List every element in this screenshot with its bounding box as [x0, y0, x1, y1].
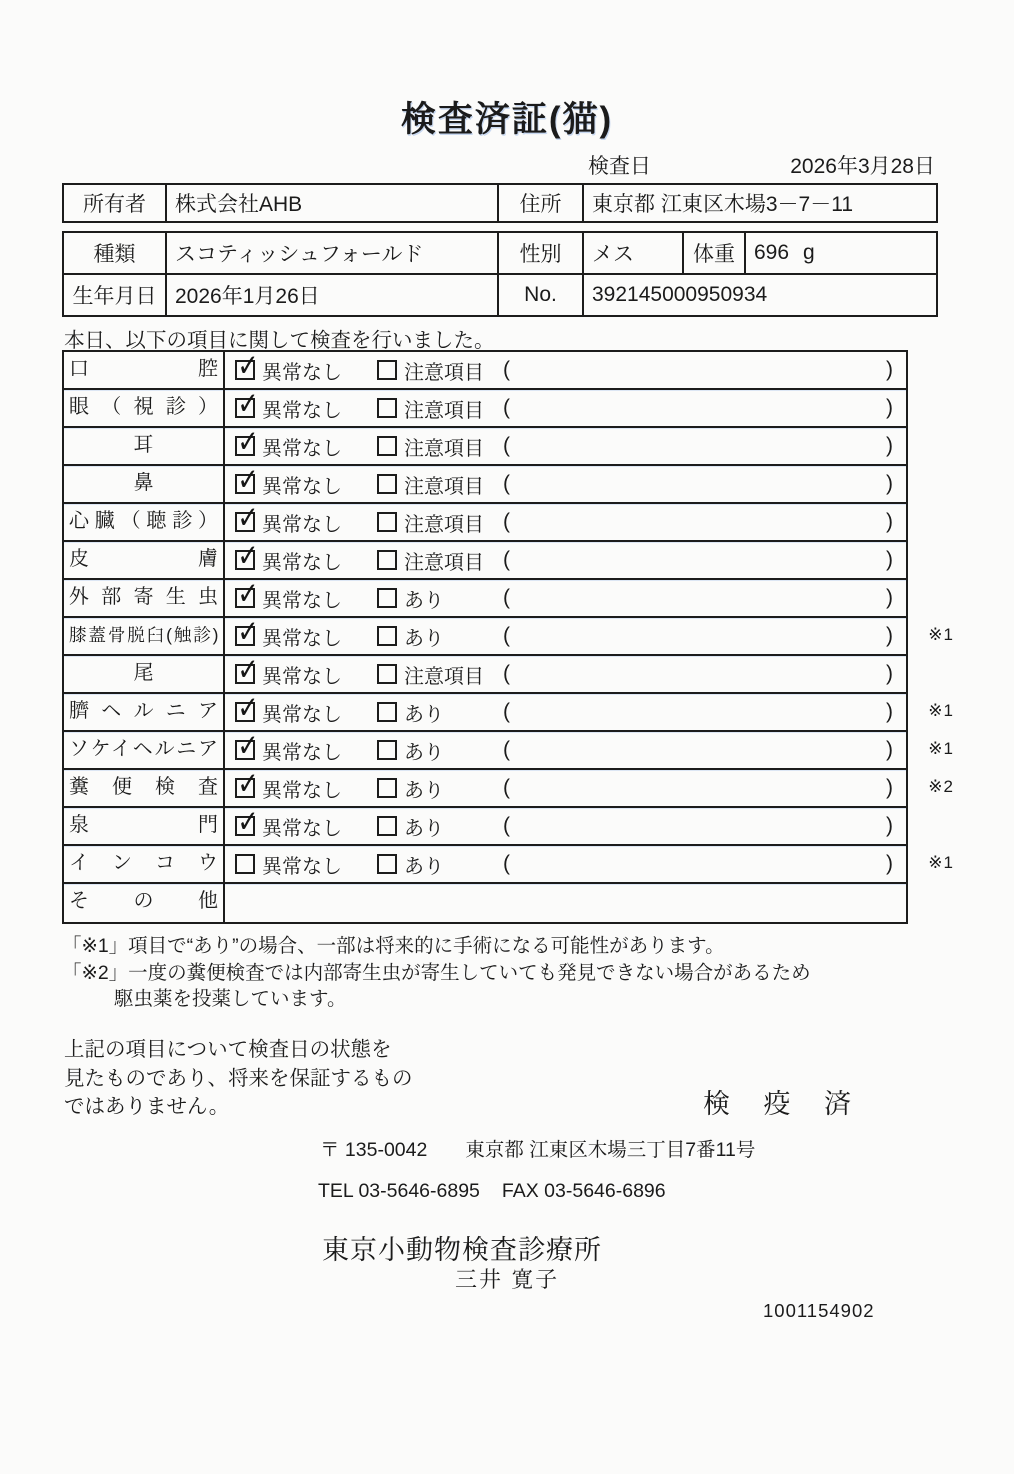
remark-paren-area — [503, 390, 893, 426]
paren-close: ) — [886, 738, 893, 761]
remark-paren-area — [503, 656, 893, 692]
alt-checkbox-label: 注意項目 — [404, 665, 484, 688]
number-label: No. — [498, 274, 583, 316]
alt-checkbox-label: 注意項目 — [404, 437, 484, 460]
alt-check-group — [377, 812, 444, 841]
paren-close: ) — [886, 624, 893, 647]
alt-checkbox — [377, 854, 397, 874]
alt-checkbox-label: あり — [404, 589, 444, 612]
exam-item-label: 口腔 — [64, 352, 225, 388]
birthdate-value: 2026年1月26日 — [166, 274, 498, 316]
remark-paren-area — [503, 732, 893, 768]
exam-item-label: 鼻 — [64, 466, 225, 502]
alt-checkbox — [377, 360, 397, 380]
alt-checkbox — [377, 816, 397, 836]
alt-checkbox — [377, 398, 397, 418]
inspection-date-value: 2026年3月28日 — [790, 155, 935, 178]
exam-row-content — [225, 656, 906, 692]
footnote-2-line1: 「※2」一度の糞便検査では内部寄生虫が寄生していても発見できない場合があるため — [62, 962, 811, 984]
ok-check-group — [235, 584, 377, 613]
paren-close: ) — [886, 776, 893, 799]
ok-checkbox — [235, 778, 255, 798]
alt-checkbox-label: あり — [404, 779, 444, 802]
ok-check-group — [235, 774, 377, 803]
exam-row-content — [225, 352, 906, 388]
exam-item-label: 皮膚 — [64, 542, 225, 578]
sex-label: 性別 — [498, 232, 583, 274]
exam-row — [64, 732, 954, 770]
exam-item-label: 眼（視診） — [64, 390, 225, 426]
paren-close: ) — [886, 700, 893, 723]
reference-mark: ※1 — [928, 701, 954, 720]
exam-row — [64, 428, 906, 466]
ok-checkbox — [235, 512, 255, 532]
exam-row-content — [225, 884, 906, 922]
alt-checkbox-label: あり — [404, 817, 444, 840]
paren-close: ) — [886, 662, 893, 685]
exam-item-label: 尾 — [64, 656, 225, 692]
ok-checkbox-label: 異常なし — [262, 741, 342, 764]
address-value: 東京都 江東区木場3－7－11 — [583, 184, 937, 222]
disclaimer-text — [64, 1036, 413, 1122]
ok-checkbox-label: 異常なし — [262, 551, 342, 574]
ok-checkbox — [235, 816, 255, 836]
inspection-date-label: 検査日 — [588, 155, 651, 178]
remark-paren-area — [503, 352, 893, 388]
clinic-postal-line — [320, 1134, 755, 1162]
alt-checkbox — [377, 436, 397, 456]
owner-label: 所有者 — [63, 184, 166, 222]
sex-value: メス — [583, 232, 683, 274]
exam-item-label: ソケイヘルニア — [64, 732, 225, 768]
paren-open: ( — [503, 586, 510, 609]
exam-row — [64, 618, 954, 656]
reference-mark: ※2 — [928, 777, 954, 796]
ok-check-group — [235, 508, 377, 537]
document-serial-number: 1001154902 — [763, 1300, 875, 1321]
ok-check-group — [235, 546, 377, 575]
exam-item-label: インコウ — [64, 846, 225, 882]
ok-checkbox-label: 異常なし — [262, 779, 342, 802]
footnote-2-line2: 駆虫薬を投薬しています。 — [114, 988, 347, 1010]
paren-close: ) — [886, 510, 893, 533]
alt-checkbox — [377, 740, 397, 760]
exam-item-label: 外部寄生虫 — [64, 580, 225, 616]
alt-check-group — [377, 698, 444, 727]
breed-value: スコティッシュフォールド — [166, 232, 498, 274]
alt-checkbox — [377, 550, 397, 570]
alt-checkbox — [377, 778, 397, 798]
alt-checkbox — [377, 702, 397, 722]
remark-paren-area — [503, 428, 893, 464]
ok-check-group — [235, 432, 377, 461]
exam-row — [64, 808, 906, 846]
paren-open: ( — [503, 472, 510, 495]
paren-open: ( — [503, 510, 510, 533]
exam-row-content — [225, 390, 906, 426]
ok-checkbox-label: 異常なし — [262, 361, 342, 384]
ok-check-group — [235, 850, 377, 879]
disclaimer-line1: 上記の項目について検査日の状態を — [64, 1038, 392, 1061]
paren-open: ( — [503, 662, 510, 685]
exam-row — [64, 656, 906, 694]
paren-close: ) — [886, 586, 893, 609]
owner-table — [62, 183, 938, 223]
ok-checkbox-label: 異常なし — [262, 855, 342, 878]
clinic-tel-line — [318, 1180, 666, 1203]
remark-paren-area — [503, 808, 893, 844]
paren-open: ( — [503, 776, 510, 799]
alt-check-group — [377, 394, 484, 423]
exam-row — [64, 352, 906, 390]
ok-checkbox — [235, 588, 255, 608]
alt-check-group — [377, 622, 444, 651]
remark-paren-area — [503, 618, 893, 654]
exam-item-label: 泉門 — [64, 808, 225, 844]
remark-paren-area — [503, 846, 893, 882]
ok-checkbox-label: 異常なし — [262, 703, 342, 726]
weight-number: 696 — [754, 241, 790, 264]
exam-row — [64, 504, 906, 542]
ok-checkbox-label: 異常なし — [262, 513, 342, 536]
paren-open: ( — [503, 738, 510, 761]
page-title: 検査済証(猫) — [400, 100, 614, 139]
exam-row-content — [225, 732, 906, 768]
ok-check-group — [235, 660, 377, 689]
owner-value: 株式会社AHB — [166, 184, 498, 222]
paren-open: ( — [503, 548, 510, 571]
ok-checkbox-label: 異常なし — [262, 627, 342, 650]
exam-item-label: 臍ヘルニア — [64, 694, 225, 730]
alt-checkbox-label: 注意項目 — [404, 513, 484, 536]
intro-text: 本日、以下の項目に関して検査を行いました。 — [64, 329, 495, 352]
alt-checkbox-label: あり — [404, 703, 444, 726]
alt-check-group — [377, 774, 444, 803]
clinic-address: 東京都 江東区木場三丁目7番11号 — [465, 1139, 756, 1161]
birthdate-label: 生年月日 — [63, 274, 166, 316]
birth-row — [63, 274, 937, 316]
remark-paren-area — [503, 542, 893, 578]
paren-open: ( — [503, 358, 510, 381]
ok-checkbox-label: 異常なし — [262, 437, 342, 460]
alt-check-group — [377, 850, 444, 879]
paren-close: ) — [886, 852, 893, 875]
exam-item-label: 膝蓋骨脱臼(触診) — [64, 618, 225, 654]
exam-row-content — [225, 542, 906, 578]
paren-close: ) — [886, 814, 893, 837]
alt-checkbox-label: 注意項目 — [404, 361, 484, 384]
weight-unit: g — [803, 241, 815, 264]
ok-checkbox — [235, 626, 255, 646]
exam-row-content — [225, 770, 906, 806]
paren-close: ) — [886, 434, 893, 457]
veterinarian-name: 三井 寛子 — [455, 1267, 560, 1292]
exam-item-label: 糞便検査 — [64, 770, 225, 806]
exam-row-content — [225, 694, 906, 730]
ok-check-group — [235, 356, 377, 385]
paren-open: ( — [503, 624, 510, 647]
ok-check-group — [235, 812, 377, 841]
ok-checkbox-label: 異常なし — [262, 665, 342, 688]
ok-check-group — [235, 736, 377, 765]
exam-row — [64, 466, 906, 504]
alt-checkbox-label: あり — [404, 741, 444, 764]
alt-checkbox-label: 注意項目 — [404, 551, 484, 574]
paren-open: ( — [503, 852, 510, 875]
exam-row — [64, 542, 906, 580]
paren-close: ) — [886, 472, 893, 495]
alt-checkbox — [377, 588, 397, 608]
alt-check-group — [377, 508, 484, 537]
reference-mark: ※1 — [928, 625, 954, 644]
paren-close: ) — [886, 358, 893, 381]
exam-row — [64, 846, 954, 884]
ok-check-group — [235, 622, 377, 651]
remark-paren-area — [503, 770, 893, 806]
exam-row-content — [225, 428, 906, 464]
paren-close: ) — [886, 548, 893, 571]
paren-open: ( — [503, 396, 510, 419]
owner-row — [63, 184, 937, 222]
remark-paren-area — [503, 504, 893, 540]
inspection-date-line — [588, 150, 935, 180]
alt-check-group — [377, 356, 484, 385]
ok-checkbox — [235, 664, 255, 684]
alt-check-group — [377, 470, 484, 499]
alt-checkbox — [377, 626, 397, 646]
ok-checkbox — [235, 436, 255, 456]
address-label: 住所 — [498, 184, 583, 222]
alt-checkbox-label: あり — [404, 855, 444, 878]
clinic-tel: TEL 03-5646-6895 — [318, 1180, 480, 1202]
exam-row-content — [225, 580, 906, 616]
animal-info-table — [62, 231, 938, 317]
paren-open: ( — [503, 434, 510, 457]
quarantine-stamp: 検 疫 済 — [703, 1089, 865, 1119]
ok-checkbox — [235, 360, 255, 380]
ok-checkbox — [235, 740, 255, 760]
alt-checkbox — [377, 664, 397, 684]
exam-table — [62, 350, 954, 924]
exam-row-content — [225, 504, 906, 540]
remark-paren-area — [503, 580, 893, 616]
alt-checkbox-label: あり — [404, 627, 444, 650]
exam-row — [64, 580, 906, 618]
ok-checkbox — [235, 854, 255, 874]
ok-check-group — [235, 470, 377, 499]
exam-row — [64, 770, 954, 808]
ok-checkbox — [235, 550, 255, 570]
disclaimer-line3: ではありません。 — [64, 1095, 230, 1118]
exam-row-content — [225, 466, 906, 502]
exam-row-content — [225, 618, 906, 654]
disclaimer-line2: 見たものであり、将来を保証するもの — [64, 1066, 413, 1090]
alt-checkbox — [377, 474, 397, 494]
paren-open: ( — [503, 814, 510, 837]
ok-check-group — [235, 394, 377, 423]
clinic-fax: FAX 03-5646-6896 — [501, 1180, 666, 1202]
clinic-name: 東京小動物検査診療所 — [322, 1235, 602, 1265]
alt-check-group — [377, 546, 484, 575]
exam-item-label: その他 — [64, 884, 225, 922]
paren-close: ) — [886, 396, 893, 419]
ok-checkbox-label: 異常なし — [262, 817, 342, 840]
alt-checkbox-label: 注意項目 — [404, 475, 484, 498]
ok-checkbox — [235, 398, 255, 418]
weight-value — [745, 232, 937, 274]
ok-checkbox-label: 異常なし — [262, 399, 342, 422]
breed-label: 種類 — [63, 232, 166, 274]
exam-row — [64, 884, 906, 922]
reference-mark: ※1 — [928, 739, 954, 758]
exam-row-content — [225, 846, 906, 882]
exam-row — [64, 694, 954, 732]
footnote-1: 「※1」項目で“あり”の場合、一部は将来的に手術になる可能性があります。 — [62, 935, 725, 957]
exam-item-label: 耳 — [64, 428, 225, 464]
alt-check-group — [377, 432, 484, 461]
reference-mark: ※1 — [928, 853, 954, 872]
breed-row — [63, 232, 937, 274]
ok-checkbox-label: 異常なし — [262, 475, 342, 498]
remark-paren-area — [503, 694, 893, 730]
weight-label: 体重 — [683, 232, 745, 274]
alt-checkbox-label: 注意項目 — [404, 399, 484, 422]
ok-checkbox-label: 異常なし — [262, 589, 342, 612]
number-value: 392145000950934 — [583, 274, 937, 316]
alt-check-group — [377, 736, 444, 765]
alt-check-group — [377, 660, 484, 689]
exam-row — [64, 390, 906, 428]
exam-row-content — [225, 808, 906, 844]
alt-check-group — [377, 584, 444, 613]
ok-checkbox — [235, 702, 255, 722]
alt-checkbox — [377, 512, 397, 532]
paren-open: ( — [503, 700, 510, 723]
remark-paren-area — [503, 466, 893, 502]
ok-check-group — [235, 698, 377, 727]
exam-item-label: 心臓（聴診） — [64, 504, 225, 540]
postal-code: 〒 135-0042 — [320, 1139, 428, 1161]
ok-checkbox — [235, 474, 255, 494]
